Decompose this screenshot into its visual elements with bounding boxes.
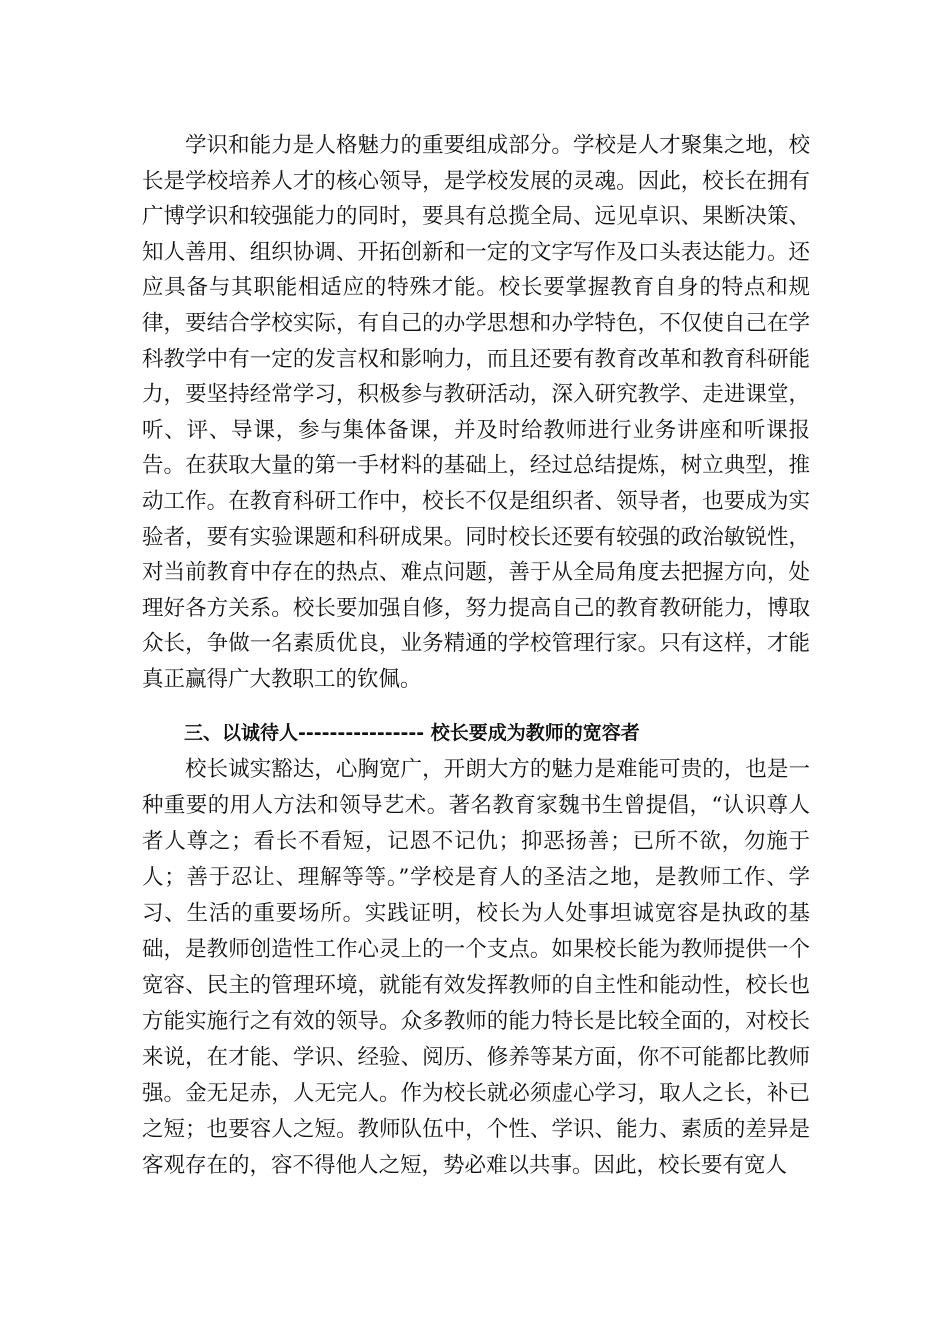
paragraph-tolerance	[142, 752, 810, 1184]
paragraph-text: 校长诚实豁达，心胸宽广，开朗大方的魅力是难能可贵的，也是一种重要的用人方法和领导艺术。著名教育家魏书生曾提倡，“认识尊人者人尊之；看长不看短，记恩不记仇；抑恶扬善；已所不欲，勿施于人；善于忍让、理解等等。”学校是育人的圣洁之地，是教师工作、学习、生活的重要场所。实践证明，校长为人处事坦诚宽容是执政的基础，是教师创造性工作心灵上的一个支点。如果校长能为教师提供一个宽容、民主的管理环境，就能有效发挥教师的自主性和能动性，校长也方能实施行之有效的领导。众多教师的能力特长是比较全面的，对校长来说，在才能、学识、经验、阅历、修养等某方面，你不可能都比教师强。金无足赤，人无完人。作为校长就必须虚心学习，取人之长，补已之短；也要容人之短。教师队伍中，个性、学识、能力、素质的差异是客观存在的，容不得他人之短，势必难以共事。因此，校长要有宽人	[142, 757, 810, 1178]
section-heading: 三、以诚待人---------------- 校长要成为教师的宽容者	[184, 722, 640, 744]
paragraph-learning-ability	[142, 128, 810, 698]
paragraph-text: 学识和能力是人格魅力的重要组成部分。学校是人才聚集之地，校长是学校培养人才的核心领导，是学校发展的灵魂。因此，校长在拥有广博学识和较强能力的同时，要具有总揽全局、远见卓识、果断决策、知人善用、组织协调、开拓创新和一定的文字写作及口头表达能力。还应具备与其职能相适应的特殊才能。校长要掌握教育自身的特点和规律，要结合学校实际，有自己的办学思想和办学特色，不仅使自己在学科教学中有一定的发言权和影响力，而且还要有教育改革和教育科研能力，要坚持经常学习，积极参与教研活动，深入研究教学、走进课堂，听、评、导课，参与集体备课，并及时给教师进行业务讲座和听课报告。在获取大量的第一手材料的基础上，经过总结提炼，树立典型，推动工作。在教育科研工作中，校长不仅是组织者、领导者，也要成为实验者，要有实验课题和科研成果。同时校长还要有较强的政治敏锐性，对当前教育中存在的热点、难点问题，善于从全局角度去把握方向，处理好各方关系。校长要加强自修，努力提高自己的教育教研能力，博取众长，争做一名素质优良，业务精通的学校管理行家。只有这样，才能真正赢得广大教职工的钦佩。	[142, 133, 810, 692]
